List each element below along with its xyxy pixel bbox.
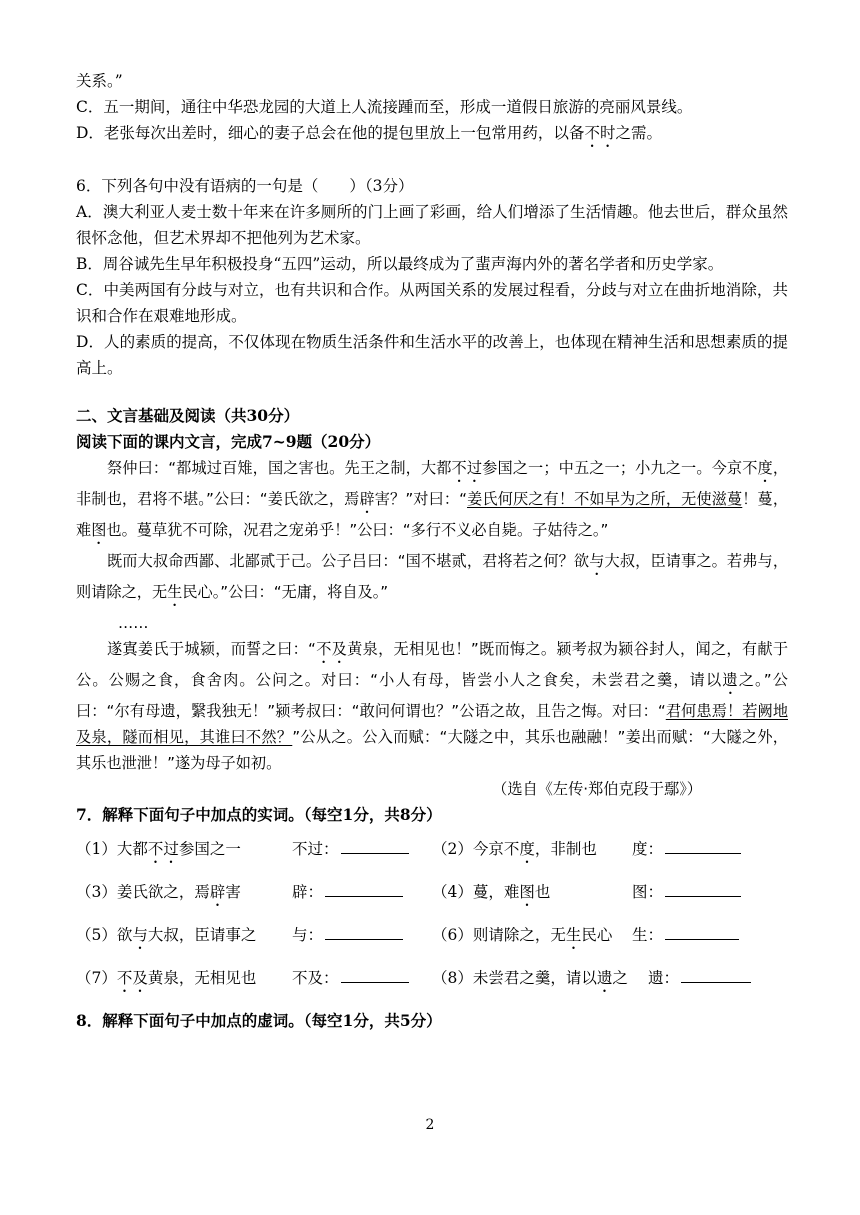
answer-label: 不过： xyxy=(292,840,339,858)
answer-blank[interactable] xyxy=(325,879,403,897)
dotted-word: 辟 xyxy=(359,490,375,508)
option-5c: C．五一期间，通往中华恐龙园的大道上人流接踵而至，形成一道假日旅游的亮丽风景线。 xyxy=(76,98,693,116)
passage-paragraph-2: 既而大叔命西鄙、北鄙贰于己。公子吕曰：“国不堪贰，君将若之何？欲与大叔，臣请事之。若弗与，则请除之，无生民心。”公曰：“无庸，将自及。” xyxy=(76,552,789,601)
option-6d: D．人的素质的提高，不仅体现在物质生活条件和生活水平的改善上，也体现在精神生活和思想素质的提高上。 xyxy=(76,333,788,377)
answer-label: 遗： xyxy=(648,969,680,987)
dotted-word: 不过 xyxy=(451,459,483,477)
dotted-word: 不及 xyxy=(116,969,148,987)
answer-blank[interactable] xyxy=(681,965,751,983)
question-7-item: （7）不及黄泉，无相见也 不及： xyxy=(76,965,432,996)
answer-label: 图： xyxy=(632,883,664,901)
text-line: 关系。” xyxy=(76,72,123,90)
question-7-row xyxy=(76,836,788,867)
dotted-word: 生 xyxy=(565,926,582,944)
option-6a: A．澳大利亚人麦士数十年来在许多厕所的门上画了彩画，给人们增添了生活情趣。他去世后，群众虽然很怀念他，但艺术界却不把他列为艺术家。 xyxy=(76,203,788,247)
question-7-item: （2）今京不度，非制也 度： xyxy=(432,836,788,867)
page-number: 2 xyxy=(425,1117,435,1133)
passage-paragraph-3: 遂寘姜氏于城颍，而誓之曰：“不及黄泉，无相见也！”既而悔之。颍考叔为颍谷封人，闻之，有献于公。公赐之食，食舍肉。公问之。对曰：“小人有母，皆尝小人之食矣，未尝君之羹，请以遗之。”公曰：“尔有母遗，繄我独无！”颍考叔曰：“敢问何谓也？”公语之故，且告之悔。对曰：“君何患焉！若阙地及泉，隧而相见，其谁曰不然？”公从之。公入而赋：“大隧之中，其乐也融融！”姜出而赋：“大隧之外，其乐也泄泄！”遂为母子如初。 xyxy=(76,640,789,772)
question-7-item: （6）则请除之，无生民心 生： xyxy=(432,922,788,953)
question-7-row xyxy=(76,879,788,910)
dotted-word: 图 xyxy=(91,521,107,539)
question-7-item: （1）大都不过参国之一 不过： xyxy=(76,836,432,867)
dotted-word: 与 xyxy=(132,926,148,944)
section-2-heading: 二、文言基础及阅读（共30分） xyxy=(76,406,300,425)
answer-label: 辟： xyxy=(292,883,324,901)
page-content xyxy=(76,68,788,1034)
dotted-word: 不时 xyxy=(584,124,616,142)
question-7-title: 7．解释下面句子中加点的实词。（每空1分，共8分） xyxy=(76,805,442,824)
question-7-row xyxy=(76,965,788,996)
answer-label: 度： xyxy=(632,840,664,858)
answer-label: 不及： xyxy=(292,969,339,987)
passage-source: （选自《左传·郑伯克段于鄢》） xyxy=(492,780,702,798)
question-8-title: 8．解释下面句子中加点的虚词。（每空1分，共5分） xyxy=(76,1011,442,1030)
dotted-word: 生 xyxy=(167,583,183,601)
answer-label: 与： xyxy=(292,926,324,944)
question-7-row xyxy=(76,922,788,953)
dotted-word: 遗 xyxy=(722,671,739,689)
question-7-item: （3）姜氏欲之，焉辟害 辟： xyxy=(76,879,432,910)
option-6b: B．周谷诚先生早年积极投身“五四”运动，所以最终成为了蜚声海内外的著名学者和历史学家。 xyxy=(76,255,724,273)
question-6: 6．下列各句中没有语病的一句是（ ）（3分） xyxy=(76,177,414,195)
dotted-word: 遗 xyxy=(596,969,613,987)
dotted-word: 辟 xyxy=(209,883,226,901)
question-7-item: （5）欲与大叔，臣请事之 与： xyxy=(76,922,432,953)
passage-ellipsis: …… xyxy=(118,614,149,632)
dotted-word: 不过 xyxy=(147,840,179,858)
underlined-sentence: 君何患焉！若阙地及泉，隧而相见，其谁曰不然？ xyxy=(76,702,788,746)
dotted-word: 不及 xyxy=(315,640,348,658)
answer-blank[interactable] xyxy=(341,965,409,983)
section-2-instruction: 阅读下面的课内文言，完成7~9题（20分） xyxy=(76,432,381,451)
passage-paragraph-1: 祭仲曰：“都城过百雉，国之害也。先王之制，大都不过参国之一；中五之一；小九之一。今京不度，非制也，君将不堪。”公曰：“姜氏欲之，焉辟害？”对曰：“姜氏何厌之有！不如早为之所，无使滋蔓！蔓，难图也。蔓草犹不可除，况君之宠弟乎！”公曰：“多行不义必自毙。子姑待之。” xyxy=(76,459,789,539)
underlined-sentence: 姜氏何厌之有！不如早为之所，无使滋蔓 xyxy=(467,490,743,508)
dotted-word: 度 xyxy=(519,840,535,858)
question-7-item: （8）未尝君之羹，请以遗之 遗： xyxy=(432,965,788,996)
answer-blank[interactable] xyxy=(341,836,409,854)
answer-label: 生： xyxy=(632,926,664,944)
answer-blank[interactable] xyxy=(325,922,403,940)
option-5d: D．老张每次出差时，细心的妻子总会在他的提包里放上一包常用药，以备不时之需。 xyxy=(76,124,662,142)
question-7-item: （4）蔓，难图也 图： xyxy=(432,879,788,910)
option-6c: C．中美两国有分歧与对立，也有共识和合作。从两国关系的发展过程看，分歧与对立在曲折地消除，共识和合作在艰难地形成。 xyxy=(76,281,788,325)
dotted-word: 度 xyxy=(757,459,773,477)
dotted-word: 与 xyxy=(589,552,605,570)
answer-blank[interactable] xyxy=(665,836,741,854)
dotted-word: 图 xyxy=(519,883,535,901)
answer-blank[interactable] xyxy=(665,922,739,940)
answer-blank[interactable] xyxy=(665,879,741,897)
